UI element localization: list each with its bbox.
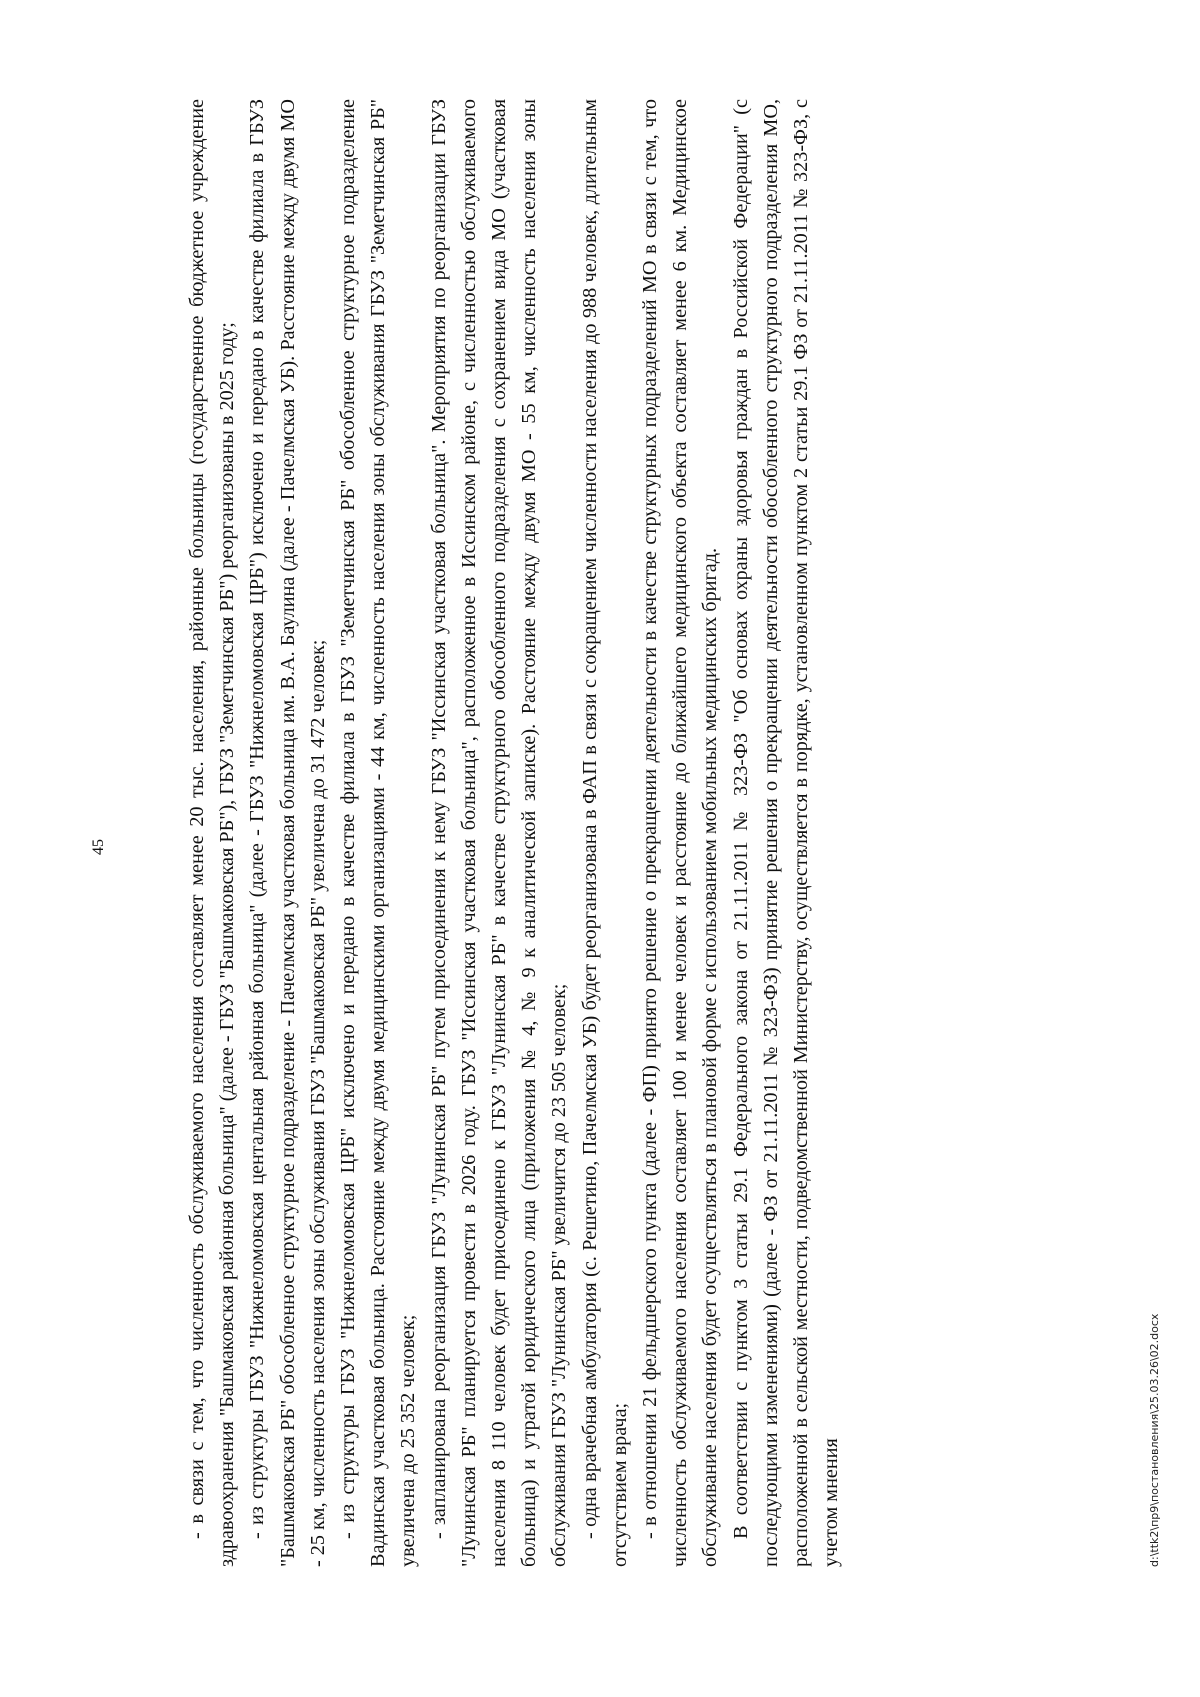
paragraph-pachelma-branch: - из структуры ГБУЗ "Нижнеломовская центальная районная больница" (далее - ГБУЗ "Нижнеломовская ЦРБ") исключено и передано в качестве филиала в ГБУЗ "Башмаковская РБ" обособленное структурное подразделение - Пачелмская участковая больница им. В.А. Баулина (далее - Пачелмская УБ). Расстояние между двумя МО - 25 км, численность населения зоны обслуживания ГБУЗ "Башмаковская РБ" увеличена до 31 472 человек; (246, 99, 329, 1567)
paragraph-feldsher-points: - в отношении 21 фельдшерского пункта (далее - ФП) принято решение о прекращении деятельности в качестве структурных подразделений МО в связи с тем, что численность обслуживаемого населения составляет 100 и менее человек и расстояние до ближайшего медицинского объекта составляет менее 6 км. Медицинское обслуживание населения будет осуществляться в плановой форме с использованием мобильных медицинских бригад. (639, 99, 722, 1567)
page-number: 45 (90, 839, 107, 855)
body-text (182, 99, 846, 1567)
paragraph-reshetino-ambulatory: - одна врачебная амбулатория (с. Решетино, Пачелмская УБ) будет реорганизована в ФАП в связи с сокращением численности населения до 988 человек, длительным отсутствием врача; (578, 99, 631, 1567)
paragraph-reorganization-district-hospitals: - в связи с тем, что численность обслуживаемого населения составляет менее 20 тыс. населения, районные больницы (государственное бюджетное учреждение здравоохранения "Башмаковская районная больница" (далее - ГБУЗ "Башмаковская РБ"), ГБУЗ "Земетчинская РБ") реорганизованы в 2025 году; (186, 99, 239, 1567)
paragraph-federal-law: В соответствии с пунктом 3 статьи 29.1 Федерального закона от 21.11.2011 № 323-ФЗ "Об основах охраны здоровья граждан в Российской Федерации" (с последующими изменениями) (далее - ФЗ от 21.11.2011 № 323-ФЗ) принятие решения о прекращении деятельности обособленного структурного подразделения МО, расположенной в сельской местности, подведомственной Министерству, осуществляется в порядке, установленном пунктом 2 статьи 29.1 ФЗ от 21.11.2011 № 323-ФЗ, с учетом мнения (729, 99, 843, 1567)
paragraph-vadinsk-branch: - из структуры ГБУЗ "Нижнеломовская ЦРБ" исключено и передано в качестве филиала в ГБУЗ "Земетчинская РБ" обособленное структурное подразделение Вадинская участковая больница. Расстояние между двумя медицинскими организациями - 44 км, численность населения зоны обслуживания ГБУЗ "Земетчинская РБ" увеличена до 25 352 человек; (337, 99, 420, 1567)
footer-file-path: d:\ttk2\пр9\постановления\25.03.26\02.docx (1148, 1313, 1161, 1567)
paragraph-luninsk-reorganization: - запланирована реорганизация ГБУЗ "Лунинская РБ" путем присоединения к нему ГБУЗ "Иссинская участковая больница". Мероприятия по реорганизации ГБУЗ "Лунинская РБ" планируется провести в 2026 году. ГБУЗ "Иссинская участковая больница", расположенное в Иссинском районе, с численностью обслуживаемого населения 8 110 человек будет присоединено к ГБУЗ "Лунинская РБ" в качестве структурного обособленного подразделения с сохранением вида МО (участковая больница) и утратой юридического лица (приложения № 4, № 9 к аналитической записке). Расстояние между двумя МО - 55 км, численность населения зоны обслуживания ГБУЗ "Лунинская РБ" увеличится до 23 505 человек; (427, 99, 571, 1567)
